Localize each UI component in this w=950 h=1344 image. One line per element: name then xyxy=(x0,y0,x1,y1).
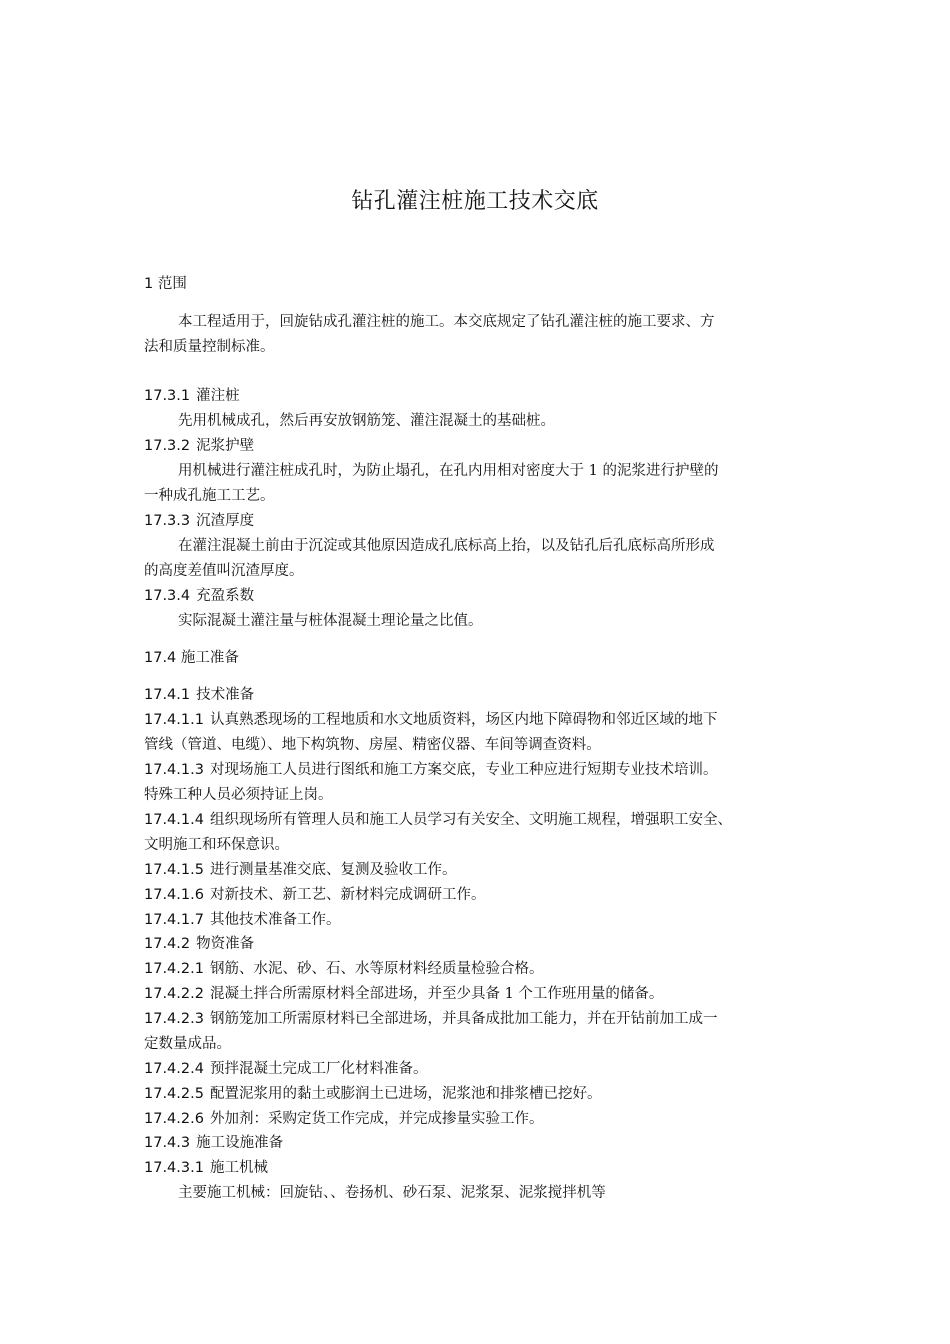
machinery-list-text: 主要施工机械：回旋钻、、卷扬机、砂石泵、泥浆泵、泥浆搅拌机等 xyxy=(178,1185,606,1201)
subsection-number: 17.4.3.1 xyxy=(144,1160,204,1176)
list-item xyxy=(144,1007,717,1032)
item-number: 17.4.2.2 xyxy=(144,986,204,1002)
item-number: 17.4.2.6 xyxy=(144,1111,204,1127)
term-heading xyxy=(144,434,254,459)
list-item xyxy=(144,1082,601,1107)
item-number: 17.4.2.5 xyxy=(144,1086,204,1102)
term-definition-line: 的高度差值叫沉渣厚度。 xyxy=(144,563,304,579)
subsection-label: 施工机械 xyxy=(209,1160,268,1176)
subsection-label: 技术准备 xyxy=(196,687,255,703)
item-text: 对新技术、新工艺、新材料完成调研工作。 xyxy=(209,887,486,903)
item-number: 17.4.1.7 xyxy=(144,912,204,928)
list-item xyxy=(144,982,663,1007)
term-heading xyxy=(144,509,254,534)
term-definition-line: 在灌注混凝土前由于沉淀或其他原因造成孔底标高上抬，以及钻孔后孔底标高所形成 xyxy=(178,538,715,554)
item-text: 钢筋笼加工所需原材料已全部进场，并具备成批加工能力，并在开钻前加工成一 xyxy=(209,1011,718,1027)
list-item xyxy=(144,1107,543,1132)
term-definition-line: 实际混凝土灌注量与桩体混凝土理论量之比值。 xyxy=(178,613,483,629)
item-text: 混凝土拌合所需原材料全部进场，并至少具备 1 个工作班用量的储备。 xyxy=(209,986,664,1002)
term-label: 泥浆护壁 xyxy=(196,438,255,454)
item-text: 对现场施工人员进行图纸和施工方案交底，专业工种应进行短期专业技术培训。 xyxy=(209,762,718,778)
subsection-label: 施工设施准备 xyxy=(196,1135,284,1151)
item-text: 其他技术准备工作。 xyxy=(209,912,341,928)
item-number: 17.4.1.4 xyxy=(144,812,204,828)
list-item-continuation: 特殊工种人员必须持证上岗。 xyxy=(144,787,333,803)
subsection-label: 物资准备 xyxy=(196,936,255,952)
subsection-heading-machinery xyxy=(144,1156,268,1181)
subsection-number: 17.4.1 xyxy=(144,687,191,703)
item-number: 17.4.2.1 xyxy=(144,961,204,977)
item-number: 17.4.1.5 xyxy=(144,862,204,878)
term-number: 17.3.1 xyxy=(144,388,191,404)
item-number: 17.4.1.3 xyxy=(144,762,204,778)
term-label: 沉渣厚度 xyxy=(196,513,255,529)
scope-paragraph-line-2: 法和质量控制标准。 xyxy=(144,339,275,355)
subsection-number: 17.4.2 xyxy=(144,936,191,952)
list-item-continuation: 文明施工和环保意识。 xyxy=(144,837,289,853)
term-number: 17.3.3 xyxy=(144,513,191,529)
term-definition-line: 先用机械成孔，然后再安放钢筋笼、灌注混凝土的基础桩。 xyxy=(178,413,555,429)
list-item xyxy=(144,908,340,933)
list-item xyxy=(144,708,717,733)
item-number: 17.4.1.6 xyxy=(144,887,204,903)
item-text: 进行测量基准交底、复测及验收工作。 xyxy=(209,862,457,878)
list-item xyxy=(144,858,456,883)
section-heading-scope: 1 范围 xyxy=(144,276,187,292)
section-heading-preparation: 17.4 施工准备 xyxy=(144,650,239,666)
subsection-heading-materials xyxy=(144,932,254,957)
list-item xyxy=(144,883,485,908)
term-heading xyxy=(144,584,254,609)
item-text: 预拌混凝土完成工厂化材料准备。 xyxy=(209,1061,428,1077)
item-number: 17.4.2.4 xyxy=(144,1061,204,1077)
list-item xyxy=(144,808,732,833)
scope-paragraph-line-1: 本工程适用于，回旋钻成孔灌注桩的施工。本交底规定了钻孔灌注桩的施工要求、方 xyxy=(178,314,715,330)
item-text: 配置泥浆用的黏土或膨润土已进场，泥浆池和排浆槽已挖好。 xyxy=(209,1086,602,1102)
list-item xyxy=(144,957,543,982)
term-number: 17.3.4 xyxy=(144,588,191,604)
term-heading xyxy=(144,384,240,409)
document-title: 钻孔灌注桩施工技术交底 xyxy=(351,189,599,214)
subsection-heading-technical xyxy=(144,683,254,708)
list-item-continuation: 定数量成品。 xyxy=(144,1036,231,1052)
item-text: 外加剂：采购定货工作完成，并完成掺量实验工作。 xyxy=(209,1111,544,1127)
list-item xyxy=(144,1057,427,1082)
term-label: 灌注桩 xyxy=(196,388,240,404)
subsection-number: 17.4.3 xyxy=(144,1135,191,1151)
term-definition-line: 一种成孔施工工艺。 xyxy=(144,488,275,504)
item-text: 认真熟悉现场的工程地质和水文地质资料，场区内地下障碍物和邻近区域的地下 xyxy=(209,712,718,728)
term-number: 17.3.2 xyxy=(144,438,191,454)
item-text: 组织现场所有管理人员和施工人员学习有关安全、文明施工规程，增强职工安全、 xyxy=(209,812,732,828)
item-text: 钢筋、水泥、砂、石、水等原材料经质量检验合格。 xyxy=(209,961,544,977)
term-definition-line: 用机械进行灌注桩成孔时，为防止塌孔，在孔内用相对密度大于 1 的泥浆进行护壁的 xyxy=(178,463,719,479)
item-number: 17.4.2.3 xyxy=(144,1011,204,1027)
subsection-heading-facilities xyxy=(144,1131,283,1156)
term-label: 充盈系数 xyxy=(196,588,255,604)
item-number: 17.4.1.1 xyxy=(144,712,204,728)
list-item xyxy=(144,758,717,783)
list-item-continuation: 管线（管道、电缆）、地下构筑物、房屋、精密仪器、车间等调查资料。 xyxy=(144,737,601,753)
